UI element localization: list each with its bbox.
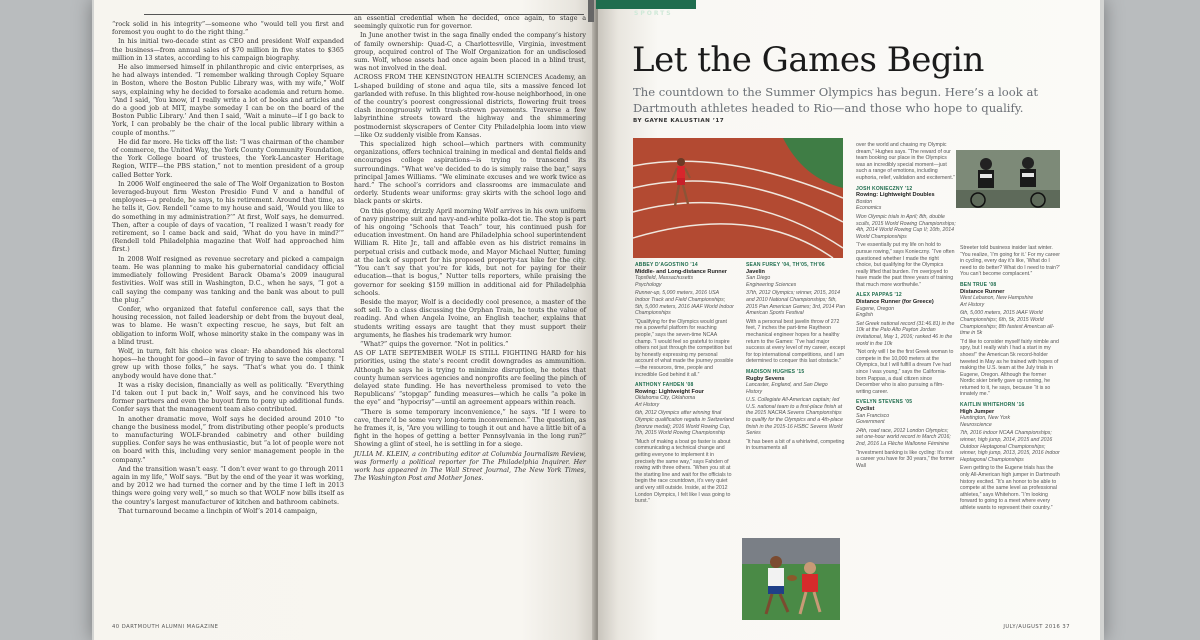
section-label: SPORTS xyxy=(634,10,673,17)
athlete-quote: over the world and chasing my Olympic dream,” Hughes says. “The reward of our team booking our place in the Olympics was an incredibly special moment—just such a range of emotions, including euphoria, relief, validation and excitement.” xyxy=(856,142,955,181)
track-runner-illustration xyxy=(633,138,843,258)
paragraph: This specialized high school—which partners with community organizations, offers technical training in medical and dental fields and encourages college aspirations—is trying to transcend its surroundings. “What we’ve decided to do is simply raise the bar,” says principal James Williams. “We eliminate excuses and we work twice as hard.” The school’s corridors and classrooms are immaculate and orderly. Students wear uniforms: gray skirts with the school logo and black pants or skirts. xyxy=(354,140,586,206)
athlete-hometown: West Lebanon, New Hampshire xyxy=(960,295,1034,302)
athlete-highlights: 7th, 2016 indoor NCAA Championships; winner, high jump, 2014, 2015 and 2016 Outdoor Heptagonal Championships; winner, high jump, 2013, 2015, 2016 Indoor Heptagonal Championships xyxy=(960,430,1060,463)
cyclists-illustration xyxy=(956,150,1060,208)
paragraph: Wolf, in turn, felt his choice was clear: He abandoned his electoral hopes—he thought for good—in favor of trying to save the company. “I grew up with those folks,” he says. “That’s what you do. I think anybody would have done that.” xyxy=(112,346,344,380)
athlete-event: Cyclist xyxy=(856,405,875,412)
athlete-highlights: U.S. Collegiate All-American captain; led U.S. national team to a first-place finish at the 2015 NACRA Sevens Championships to qualify for the Olympics and a 4th-place finish in the 2015-16 HSBC Sevens World Series xyxy=(746,397,843,437)
athlete-major: Psychology xyxy=(635,281,662,288)
paragraph: In 2008 Wolf resigned as revenue secretary and picked a campaign team. He was planning to make his gubernatorial candidacy official immediately following President Barack Obama’s 2009 inaugural festivities. Wolf was still in Washington, D.C., when he says, “I got a call saying the company was tanking and the bank was about to pull the plug.” xyxy=(112,254,344,304)
athlete-highlights: 37th, 2012 Olympics; winner, 2015, 2014 and 2010 National Championships; 5th, 2015 Pan American Games; 3rd, 2014 Pan American Sports Festival xyxy=(746,290,846,317)
athlete-highlights: 24th, road race, 2012 London Olympics; set one-hour world record in March 2016; 2nd, 2016 La Flèche Wallonne Féminine xyxy=(856,427,951,447)
rugby-illustration xyxy=(742,538,840,620)
athlete-entry xyxy=(960,245,1060,278)
athlete-entry xyxy=(960,282,1060,398)
paragraph: “What?” quips the governor. “Not in politics.” xyxy=(360,339,509,348)
paragraph: In his initial two-decade stint as CEO and president Wolf expanded the business—from annual sales of $70 million in five states to $365 million in 13 states, according to his campaign biography. xyxy=(112,37,344,62)
athlete-highlights: Set Greek national record (31:46.81) in the 10k at the Palo Alto Payton Jordan Invitational, May 1, 2016; ranked 46 in the world in the 10k xyxy=(856,320,955,347)
paragraph: “rock solid in his integrity”—someone who “would tell you first and foremost you ought to do the right thing.” xyxy=(112,20,344,37)
paragraph: ACROSS FROM THE KENSINGTON HEALTH SCIENCES Academy, an L-shaped building of stone and aqua tile, sits a massive fenced lot garlanded with refuse. In this blighted row-house neighborhood, in one of the country’s poorest congressional districts, flowering fruit trees clash incongruously with trash-strewn pavements. Traverse a few labyrinthine streets toward the highway and the shimmering postmodernist skyscrapers of Center City Philadelphia loom into view—like Oz suddenly visible from Kansas. xyxy=(354,73,586,139)
athlete-major: Engineering Sciences xyxy=(746,281,797,288)
athlete-hometown: Eugene, Oregon xyxy=(856,305,895,312)
athlete-quote: Streeter told business insider last winter. “You realize, ‘I’m going for it.’ For my career in cycling, every day it’s like, ‘What do I need to do better? What do I need to train?’ You can’t become complacent.” xyxy=(960,245,1060,278)
athlete-event: Javelin xyxy=(746,268,765,275)
athlete-major: English xyxy=(856,312,874,319)
athlete-name: KAITLIN WHITEHORN ’16 xyxy=(960,402,1025,409)
left-folio: 40 DARTMOUTH ALUMNI MAGAZINE xyxy=(112,624,219,630)
article-byline: BY GAYNE KALUSTIAN ’17 xyxy=(633,118,725,124)
athlete-quote: “Investment banking is like cycling: It’s not a career you have for 30 years,” the former Wall xyxy=(856,449,955,469)
section-tab xyxy=(596,0,696,17)
paragraph: In another dramatic move, Wolf says he decided around 2010 “to change the business model,” from distributing other people’s products to manufacturing WOLF-branded cabinetry and other building supplies. Confer says he was enthusiastic, but “a lot of people were not on board with this, including very senior management people in the company.” xyxy=(112,414,344,464)
paragraph: And the transition wasn’t easy. “I don’t ever want to go through 2011 again in my life,” Wolf says. “But by the end of the year it was working, and by 2012 we had turned the corner and by the time I left in 2013 things were going very well,” so much so that WOLF now bills itself as the country’s largest manufacturer of kitchen and bathroom cabinets. xyxy=(112,464,344,506)
athlete-name: BEN TRUE ’08 xyxy=(960,281,997,288)
athlete-entry xyxy=(856,292,956,395)
athlete-major: History xyxy=(746,388,763,395)
athlete-hometown: Huntington, New York xyxy=(960,415,1011,422)
paragraph: JULIA M. KLEIN, a contributing editor at Columbia Journalism Review, was formerly a political reporter for The Philadelphia Inquirer. Her work has appeared in The Wall Street Journal, The New York Times, The Washington Post and Mother Jones. xyxy=(354,449,586,483)
paragraph: He also immersed himself in philanthropic and civic enterprises, as he had always intended. “I remember walking through Copley Square in Boston, where the Boston Public Library was, with my wife,” Wolf says, explaining why he decided to forsake academia and return home. “And I said, ‘You know, if I really write a lot of books and articles and do a good job at MIT, maybe someday I can be on the board of the Boston Public Library.’ And then I said, ‘Wait a minute—if I go back to York, I can probably be the chair of the local public library within a couple of months.’” xyxy=(112,63,344,137)
right-folio: JULY/AUGUST 2016 37 xyxy=(1003,624,1070,630)
athlete-major: Economics xyxy=(856,205,882,212)
athlete-quote: “I’d like to consider myself fairly nimble and spry, but I really wish I had a start in my shoes!” the American 5k record-holder tweeted in May as he trained with hopes of making the U.S. team at the July trials in Eugene, Oregon. Although the former Nordic skier briefly gave up running, he returned to it, he says, because “it is so innately me.” xyxy=(960,338,1059,398)
paragraph: AS OF LATE SEPTEMBER WOLF IS STILL FIGHTING HARD for his priorities, using the state’s recent credit downgrades as ammunition. Although he says he is trying to minimize disruption, he notes that county human services agencies and nonprofits are feeling the pinch of delayed state funding. He has nevertheless promised to veto the Republicans’ “stopgap” funding measures—which he calls “a poke in the eye” and “hypocrisy”—until an agreement appears within reach. xyxy=(354,349,586,407)
athlete-event: Distance Runner xyxy=(960,288,1005,295)
athlete-hometown: Topsfield, Massachusetts xyxy=(635,275,694,282)
paragraph: Beside the mayor, Wolf is a decidedly cool presence, a master of the soft sell. To a class discussing the Orphan Train, he touts the value of reading. And when Angela Ivoine, an English teacher, explains that students writing essays are taught that they must support their arguments, he flashes his trademark wry humor. xyxy=(354,297,586,339)
athlete-entry xyxy=(856,142,956,182)
athlete-event: High Jumper xyxy=(960,408,995,415)
athlete-entry xyxy=(635,262,735,378)
article-dek: The countdown to the Summer Olympics has begun. Here’s a look at Dartmouth athletes headed to Rio—and those who hope to qualify. xyxy=(633,85,1039,115)
athlete-quote: “Not only will I be the first Greek woman to compete in the 10,000 meters at the Olympics, but I will fulfill a dream I’ve had since I was young,” says the California-born Pappas, a dual citizen since December who is also pursuing a film-writing career. xyxy=(856,349,954,395)
athlete-quote: Even getting to the Eugene trials has the only All-American high jumper in Dartmouth history excited. “It’s an honor to be able to compete at the same level as professional athletes,” says Whitehorn. “I’m looking forward to going to a meet where every athlete wants to represent their country.” xyxy=(960,465,1060,511)
athlete-highlights: 6th, 5,000 meters, 2015 IAAF World Championships; 6th, 5k, 2015 World Championships; 8th fastest American all-time in 5k xyxy=(960,310,1055,337)
athlete-entry xyxy=(635,382,735,505)
athlete-name: MADISON HUGHES ’15 xyxy=(746,368,805,375)
tab-marker xyxy=(588,0,594,22)
athlete-hometown: Boston xyxy=(856,198,873,205)
athlete-name: EVELYN STEVENS ’05 xyxy=(856,399,913,406)
athlete-major: Neuroscience xyxy=(960,421,992,428)
athlete-entry xyxy=(856,186,956,289)
athlete-hometown: San Francisco xyxy=(856,412,890,419)
cyclists-photo xyxy=(956,150,1060,208)
athlete-column-d xyxy=(960,243,1060,516)
athlete-column-a xyxy=(635,262,735,509)
paragraph: It was a risky decision, financially as well as politically. “Everything I’d taken out I put back in,” Wolf says, and he convinced his two former partners and even the buyout firm to pony up additional funds. Confer says that the management team also contributed. xyxy=(112,380,344,414)
athlete-event: Rugby Sevens xyxy=(746,375,785,382)
athlete-quote: “Qualifying for the Olympics would grant me a powerful platform for reaching people,” says the seven-time NCAA champ. “I would feel so grateful to inspire others not just through the competition but by honestly expressing my personal account of what made the journey possible—the resources, time, people and incredible God behind it all.” xyxy=(635,318,734,378)
athlete-quote: “It has been a bit of a whirlwind, competing in tournaments all xyxy=(746,438,845,452)
athlete-entry xyxy=(746,262,846,365)
left-column-1 xyxy=(112,20,344,516)
athlete-event: Rowing: Lightweight Four xyxy=(635,388,704,395)
left-column-2 xyxy=(354,14,586,483)
left-page xyxy=(94,0,596,640)
athlete-event: Distance Runner (for Greece) xyxy=(856,299,934,306)
athlete-event: Rowing: Lightweight Doubles xyxy=(856,192,935,199)
athlete-quote: “I’ve essentially put my life on hold to pursue rowing,” says Konieczny. “I’ve often questioned whether I made the right choice, but qualifying for the Olympics really lifted that burden. I’m overjoyed to have made the past three years of training that much more worthwhile.” xyxy=(856,242,955,288)
rugby-photo xyxy=(742,538,840,620)
paragraph: Confer, who organized that fateful conference call, says that the housing recession, not failed leadership or debt from the buyout deal, was to blame. He wasn’t expecting rescue, he says, but felt an obligation to inform Wolf, whose minority stake in the company was in a blind trust. xyxy=(112,304,344,346)
athlete-major: Art History xyxy=(635,401,660,408)
athlete-event: Middle- and Long-distance Runner xyxy=(635,268,727,275)
paragraph: “There is some temporary inconvenience,” he says. “If I were to cave, there’d be some very long-term inconvenience.” The question, as he frames it, is, “Are you willing to tough it out and have a little bit of a fight in the hopes of getting a better Pennsylvania in the long run?” Showing a glint of steel, he is settling in for a siege. xyxy=(354,407,586,449)
athlete-quote: “Much of making a boat go faster is about communicating a technical change and getting everyone to implement it in precisely the same way,” says Fahden of rowing with three others. “When you sit at the starting line and wait for the officials to begin the race countdown, it’s very quiet and very still outside. Inside, at the 2012 London Olympics, I felt like I was going to burst.” xyxy=(635,438,732,505)
athlete-name: ABBEY D’AGOSTINO ’14 xyxy=(635,262,698,268)
athlete-major: Art History xyxy=(960,301,985,308)
athlete-column-c xyxy=(856,140,956,473)
athlete-name: SEAN FUREY ’04, TH’05, TH’06 xyxy=(746,262,825,268)
athlete-column-b xyxy=(746,262,846,456)
athlete-name: ALEX PAPPAS ’12 xyxy=(856,292,902,299)
paragraph: In 2006 Wolf engineered the sale of The Wolf Organization to Boston leveraged-buyout firm Weston Presidio Fund V and a handful of employees—a prelude, he says, to his retirement. Around that time, as he tells it, Gov. Rendell “came to my house and said, ‘Would you like to do something in my administration?’” At first, Wolf says, he demurred. Then, after a couple of days of vacation, “I realized I wasn’t ready for retirement, so I came back and said, ‘What do you have in mind?’” (Rendell told Philadelphia magazine that Wolf had approached him first.) xyxy=(112,179,344,254)
athlete-entry xyxy=(746,369,846,452)
athlete-highlights: Won Olympic trials in April; 8th, double sculls, 2015 World Rowing Championships; 4th, 2014 World Rowing Cup II; 10th, 2014 World Championships xyxy=(856,213,956,240)
athlete-highlights: 6th, 2012 Olympics after winning final Olympic qualification regatta in Switzerland (bronze medal); 2016 World Rowing Cup, 7th, 2015 World Rowing Championship xyxy=(635,410,734,437)
paragraph: On this gloomy, drizzly April morning Wolf arrives in his own uniform of navy pinstripe suit and navy-and-white polka-dot tie. The stop is part of his ongoing “Schools that Teach” tour, his continued push for education investment. On hand are Philadelphia school superintendent William R. Hite Jr., tall and affable even as his district remains in perpetual crisis and cutback mode, and Mayor Michael Nutter, fuming at the lack of support for his proposed property-tax hike for the city. “You can’t say that you’re for kids, but not for paying for their education—that is bogus,” Nutter tells reporters, while praising the governor for seeking $159 million in additional aid for Philadelphia schools. xyxy=(354,206,586,297)
article-headline: Let the Games Begin xyxy=(632,40,984,80)
athlete-entry xyxy=(856,399,956,469)
athlete-hometown: San Diego xyxy=(746,275,771,282)
athlete-hometown: Oklahoma City, Oklahoma xyxy=(635,395,696,402)
athlete-entry xyxy=(960,402,1060,512)
athlete-highlights: Runner-up, 5,000 meters, 2016 USA Indoor Track and Field Championships; 5th, 5,000 meters, 2016 IAAF World Indoor Championships xyxy=(635,290,734,317)
paragraph: an essential credential when he decided, once again, to stage a seemingly quixotic run for governor. xyxy=(354,14,586,31)
athlete-name: ANTHONY FAHDEN ’08 xyxy=(635,382,694,389)
track-runner-photo xyxy=(633,138,843,258)
athlete-name: JOSH KONIECZNY ’12 xyxy=(856,185,913,192)
paragraph: He did far more. He ticks off the list: “I was chairman of the chamber of commerce, the United Way, the York County Community Foundation, the York College board of trustees, the York-Lancaster Heritage Region, WITF—the PBS station,” not to mention president of a group called Better York. xyxy=(112,137,344,179)
paragraph: That turnaround became a linchpin of Wolf’s 2014 campaign, xyxy=(118,506,318,515)
athlete-hometown: Lancaster, England, and San Diego xyxy=(746,382,828,389)
athlete-quote: With a personal best javelin throw of 272 feet, 7 inches the part-time Raytheon mechanical engineer hopes for a healthy return to the Games: “I’ve had major success at every level of my career, except for top international competitions, and I am determined to conquer this last obstacle.” xyxy=(746,318,845,365)
athlete-major: Government xyxy=(856,419,885,426)
paragraph: In June another twist in the saga finally ended the company’s history of family ownership: Quad-C, a Charlottesville, Virginia, investment group, acquired control of The Wolf Organization for an undisclosed sum. Wolf, whose assets had once again been placed in a blind trust, was not involved in the deal. xyxy=(354,31,586,73)
